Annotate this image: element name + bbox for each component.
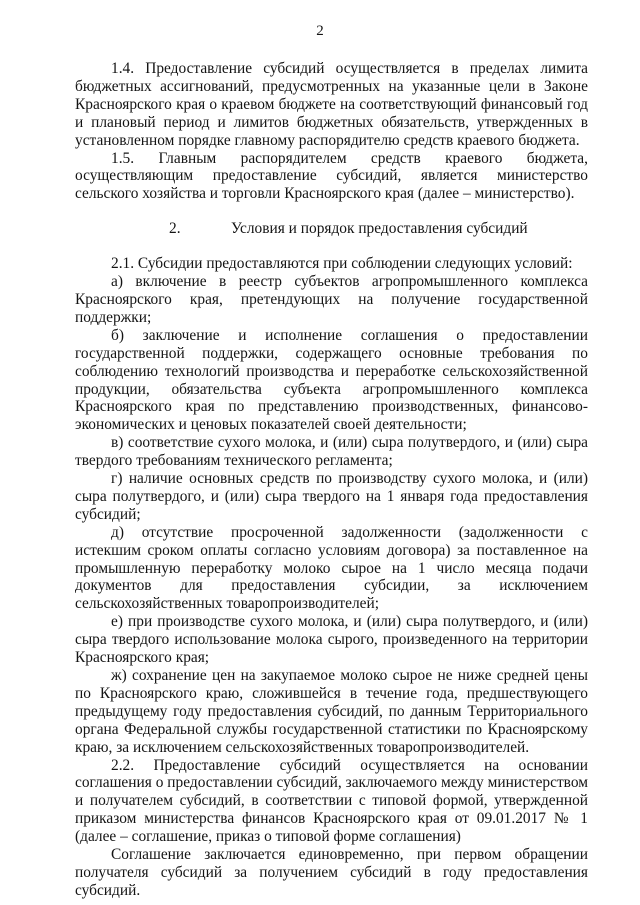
condition-e: е) при производстве сухого молока, и (или) сыра полутвердого, и (или) сыра твердого использование молока сырого, произведенного на территории Красноярского края; bbox=[75, 613, 588, 667]
paragraph-1-5: 1.5. Главным распорядителем средств краевого бюджета, осуществляющим предоставление субсидий, является министерство сельского хозяйства и торговли Красноярского края (далее – министерство). bbox=[75, 149, 588, 203]
section-heading bbox=[75, 220, 588, 238]
condition-a: а) включение в реестр субъектов агропромышленного комплекса Красноярского края, претендующих на получение государственной поддержки; bbox=[75, 273, 588, 326]
paragraph-agreement: Соглашение заключается единовременно, при первом обращении получателя субсидий за получением субсидий в году предоставления субсидий. bbox=[75, 846, 588, 899]
paragraph-1-4: 1.4. Предоставление субсидий осуществляется в пределах лимита бюджетных ассигнований, предусмотренных на указанные цели в Законе Красноярского края о краевом бюджете на соответствующий финансовый год и плановый период и лимитов бюджетных обязательств, утвержденных в установленном порядке главному распорядителю средств краевого бюджета. bbox=[75, 60, 588, 149]
condition-v: в) соответствие сухого молока, и (или) сыра полутвердого, и (или) сыра твердого требованиям технического регламента; bbox=[75, 434, 588, 470]
condition-g: г) наличие основных средств по производству сухого молока, и (или) сыра полутвердого, и (или) сыра твердого на 1 января года предоставления субсидий; bbox=[75, 470, 588, 523]
page-number: 2 bbox=[316, 23, 324, 39]
paragraph-2-2: 2.2. Предоставление субсидий осуществляется на основании соглашения о предоставлении субсидий, заключаемого между министерством и получателем субсидий, в соответствии с типовой формой, утвержденной приказом министерства финансов Красноярского края от 09.01.2017 № 1 (далее – соглашение, приказ о типовой форме соглашения) bbox=[75, 756, 588, 846]
condition-d: д) отсутствие просроченной задолженности (задолженности с истекшим сроком оплаты согласно условиям договора) за поставленное на промышленную переработку молоко сырое на 1 число месяца подачи документов для предоставления субсидии, за исключением сельскохозяйственных товаропроизводителей; bbox=[75, 523, 588, 613]
paragraph-2-1: 2.1. Субсидии предоставляются при соблюдении следующих условий: bbox=[111, 255, 573, 273]
condition-zh: ж) сохранение цен на закупаемое молоко сырое не ниже средней цены по Красноярского краю, сложившейся в течение года, предшествующего предыдущему году предоставления субсидий, по данным Территориального органа Федеральной службы государственной статистики по Красноярскому краю, за исключением сельскохозяйственных товаропроизводителей. bbox=[75, 667, 588, 756]
condition-b: б) заключение и исполнение соглашения о предоставлении государственной поддержки, содержащего основные требования по соблюдению технологий производства и переработке сельскохозяйственной продукции, обязательства субъекта агропромышленного комплекса Красноярского края по представлению производственных, финансово-экономических и ценовых показателей своей деятельности; bbox=[75, 326, 588, 434]
document-body bbox=[75, 60, 588, 900]
section-number: 2. bbox=[169, 220, 181, 238]
section-title: Условия и порядок предоставления субсидий bbox=[231, 220, 528, 238]
